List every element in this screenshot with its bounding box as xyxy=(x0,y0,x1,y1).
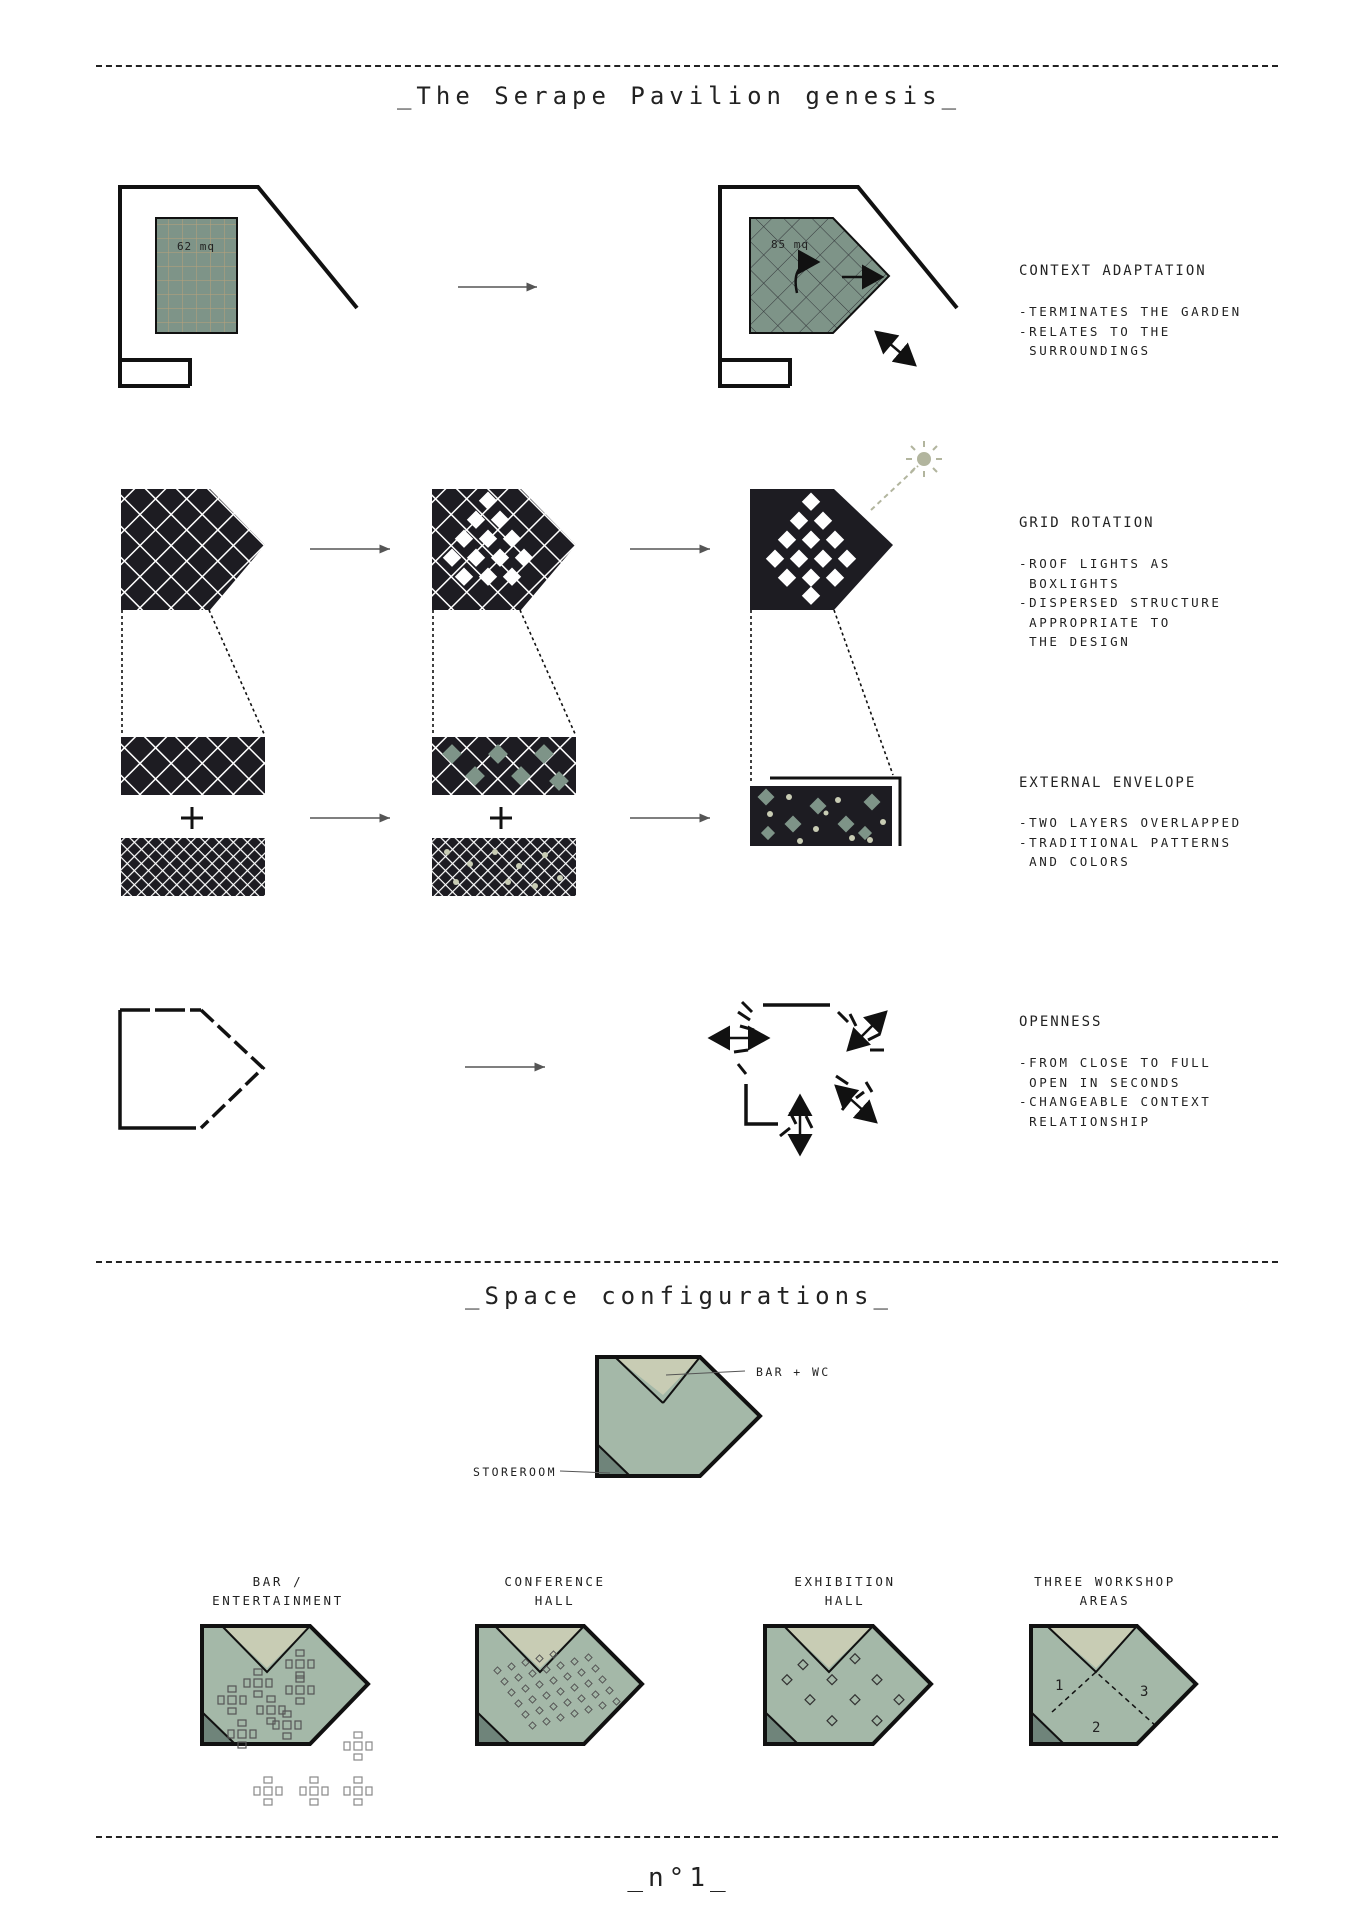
config-label-line: HALL xyxy=(824,1593,866,1608)
plan-original xyxy=(120,187,357,386)
envelope-layer-grid xyxy=(121,737,265,795)
bullet: -DISPERSED STRUCTURE xyxy=(1019,595,1222,610)
bullet: BOXLIGHTS xyxy=(1019,575,1121,591)
config-bar-plan xyxy=(202,1626,372,1805)
config-label-line: THREE WORKSHOP xyxy=(1034,1574,1176,1589)
bullet: -CHANGEABLE CONTEXT xyxy=(1019,1094,1212,1109)
plan-adapted xyxy=(720,187,957,386)
config-label-line: AREAS xyxy=(1079,1593,1131,1608)
sun-icon xyxy=(906,441,942,477)
bullet: THE DESIGN xyxy=(1019,634,1131,649)
envelope-layer-fine-colored xyxy=(432,838,576,896)
envelope-overlapped xyxy=(750,778,900,846)
double-arrow-icon xyxy=(876,332,915,365)
step-heading-context: CONTEXT ADAPTATION xyxy=(1019,263,1207,279)
plan-closed-outline xyxy=(120,1010,263,1128)
config-label-line: HALL xyxy=(534,1593,576,1608)
bullet: -ROOF LIGHTS AS xyxy=(1019,556,1171,571)
step-heading-openness: OPENNESS xyxy=(1019,1014,1103,1030)
bullet: RELATIONSHIP xyxy=(1019,1113,1151,1129)
bullet: APPROPRIATE TO xyxy=(1019,614,1171,630)
workshop-area-1: 1 xyxy=(1055,1678,1064,1694)
page-title: _The Serape Pavilion genesis_ xyxy=(396,82,962,110)
config-label-line: EXHIBITION xyxy=(794,1574,896,1589)
bullet: -TWO LAYERS OVERLAPPED xyxy=(1019,815,1242,830)
workshop-area-3: 3 xyxy=(1140,1684,1149,1700)
config-workshop-plan xyxy=(1031,1626,1196,1744)
bullet: AND COLORS xyxy=(1019,854,1131,869)
label-bar-wc: BAR + WC xyxy=(756,1365,831,1379)
area-label-small: 62 mq xyxy=(176,240,216,253)
label-storeroom: STOREROOM xyxy=(473,1465,557,1479)
config-conference-plan xyxy=(477,1626,642,1744)
grid-rotated xyxy=(432,489,576,610)
bullet: -TERMINATES THE GARDEN xyxy=(1019,304,1242,319)
bullet: SURROUNDINGS xyxy=(1019,343,1151,358)
plus-icon xyxy=(181,807,203,829)
envelope-layer-fine xyxy=(121,838,265,896)
workshop-area-2: 2 xyxy=(1092,1720,1101,1736)
base-layout-plan xyxy=(560,1357,760,1476)
bullet: -RELATES TO THE xyxy=(1019,323,1171,339)
config-label-line: ENTERTAINMENT xyxy=(212,1593,344,1608)
bullet: OPEN IN SECONDS xyxy=(1019,1074,1182,1090)
bullet: -FROM CLOSE TO FULL xyxy=(1019,1055,1212,1070)
config-exhibition-plan xyxy=(765,1626,931,1744)
envelope-layer-grid-colored xyxy=(432,737,576,795)
area-label-large: 85 mq xyxy=(770,238,810,251)
page-number: _n°1_ xyxy=(627,1863,731,1893)
step-heading-envelope: EXTERNAL ENVELOPE xyxy=(1019,775,1197,791)
grid-original xyxy=(121,489,265,610)
section-title-space-configurations: _Space configurations_ xyxy=(465,1282,893,1310)
step-heading-grid: GRID ROTATION xyxy=(1019,515,1155,531)
grid-roof-lights xyxy=(750,441,942,610)
config-label-line: CONFERENCE xyxy=(504,1574,606,1589)
plus-icon xyxy=(490,807,512,829)
config-label-line: BAR / xyxy=(252,1574,304,1589)
plan-open-outline xyxy=(710,1002,886,1154)
bullet: -TRADITIONAL PATTERNS xyxy=(1019,834,1232,850)
